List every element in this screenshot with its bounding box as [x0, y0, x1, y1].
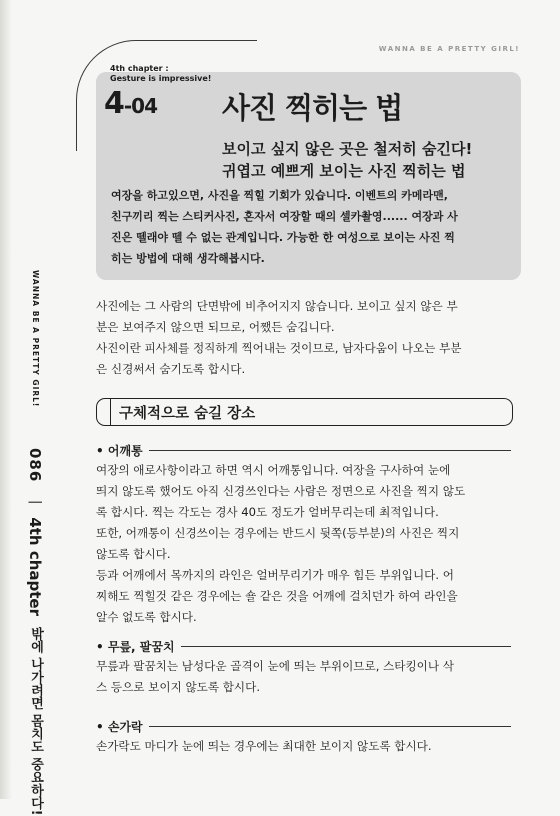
kicker-line-1: 4th chapter :: [110, 64, 169, 73]
section-number-minor: -04: [123, 94, 158, 118]
page-binding-shadow: [0, 0, 12, 799]
item-label: • 무릎, 팔꿈치: [96, 639, 175, 654]
subtitle-line-2: 귀엽고 예쁘게 보이는 사진 찍히는 법: [222, 162, 466, 180]
body-line: 은 신경써서 숨기도록 합시다.: [96, 362, 246, 376]
subtitle: [222, 138, 522, 182]
item-line: 또한, 어깨통이 신경쓰이는 경우에는 반드시 뒷쪽(등부분)의 사진은 찍지: [96, 526, 460, 540]
item-body-shoulder: [96, 460, 496, 628]
page-number: 086: [26, 448, 44, 483]
item-body-fingers: [96, 736, 496, 757]
side-chapter-korean: 밖에 나가려면 몸치도 중요하다!: [28, 627, 43, 816]
item-line: 띄지 않도록 했어도 아직 신경쓰인다는 사람은 정면으로 사진을 찍지 않도: [96, 484, 466, 498]
section-number-major: 4: [104, 86, 124, 121]
section-heading-tab: [97, 399, 111, 425]
kicker-line-2: Gesture is impressive!: [110, 74, 212, 83]
item-heading-knee-elbow: [96, 637, 511, 655]
item-rule: [149, 726, 511, 727]
item-body-knee-elbow: [96, 656, 496, 698]
body-line: 분은 보여주지 않으면 되므로, 어쨌든 숨깁니다.: [96, 320, 335, 334]
section-heading: 구체적으로 숨길 장소: [119, 406, 256, 422]
item-line: 손가락도 마디가 눈에 띄는 경우에는 최대한 보이지 않도록 합시다.: [96, 739, 432, 753]
side-brand: WANNA BE A PRETTY GIRL!: [31, 270, 40, 408]
item-line: 알수 없도록 합시다.: [96, 610, 197, 624]
item-rule: [149, 450, 511, 451]
item-label: • 손가락: [96, 719, 143, 734]
item-line: 무릎과 팔꿈치는 남성다운 골격이 눈에 띄는 부위이므로, 스타킹이나 삭: [96, 659, 454, 673]
body-line: 사진에는 그 사람의 단면밖에 비추어지지 않습니다. 보이고 싶지 않은 부: [96, 299, 458, 313]
section-number: [104, 86, 157, 121]
intro-line: 히는 방법에 대해 생각해봅시다.: [111, 252, 265, 265]
item-heading-shoulder: [96, 441, 511, 459]
item-line: 스 등으로 보이지 않도록 합시다.: [96, 680, 261, 694]
item-line: 여장의 애로사항이라고 하면 역시 어깨통입니다. 여장을 구사하여 눈에: [96, 463, 451, 477]
intro-line: 친구끼리 찍는 스티커사진, 혼자서 여장할 때의 셀카촬영...... 여장과 사: [111, 210, 458, 223]
intro-line: 진은 뗄래야 뗄 수 없는 관계입니다. 가능한 한 여성으로 보이는 사진 찍: [111, 231, 455, 244]
intro-paragraph: [111, 185, 511, 269]
side-rail: [14, 270, 44, 816]
side-divider: |: [28, 499, 43, 505]
body-paragraph: [96, 296, 496, 380]
side-text: [26, 270, 45, 816]
item-line: 등과 어깨에서 목까지의 라인은 얼버무리기가 매우 힘든 부위입니다. 어: [96, 568, 454, 582]
intro-line: 여장을 하고있으면, 사진을 찍힐 기회가 있습니다. 이벤트의 카메라맨,: [111, 189, 448, 202]
item-label: • 어깨통: [96, 443, 143, 458]
item-line: 않도록 합시다.: [96, 547, 171, 561]
chapter-kicker: [110, 64, 211, 84]
running-head: WANNA BE A PRETTY GIRL!: [378, 45, 520, 53]
page-title: 사진 찍히는 법: [222, 91, 403, 125]
item-heading-fingers: [96, 717, 511, 735]
body-line: 사진이란 피사체를 정직하게 찍어내는 것이므로, 남자다움이 나오는 부분: [96, 341, 462, 355]
item-line: 록 합시다. 찍는 각도는 경사 40도 정도가 얼버무리는데 최적입니다.: [96, 505, 439, 519]
subtitle-line-1: 보이고 싶지 않은 곳은 철저히 숨긴다!: [222, 140, 473, 158]
section-heading-box: [96, 398, 513, 426]
item-rule: [181, 646, 511, 647]
item-line: 찌해도 찍힐것 같은 경우에는 숄 같은 것을 어깨에 걸치던가 하여 라인을: [96, 589, 458, 603]
side-chapter: 4th chapter: [26, 517, 44, 617]
